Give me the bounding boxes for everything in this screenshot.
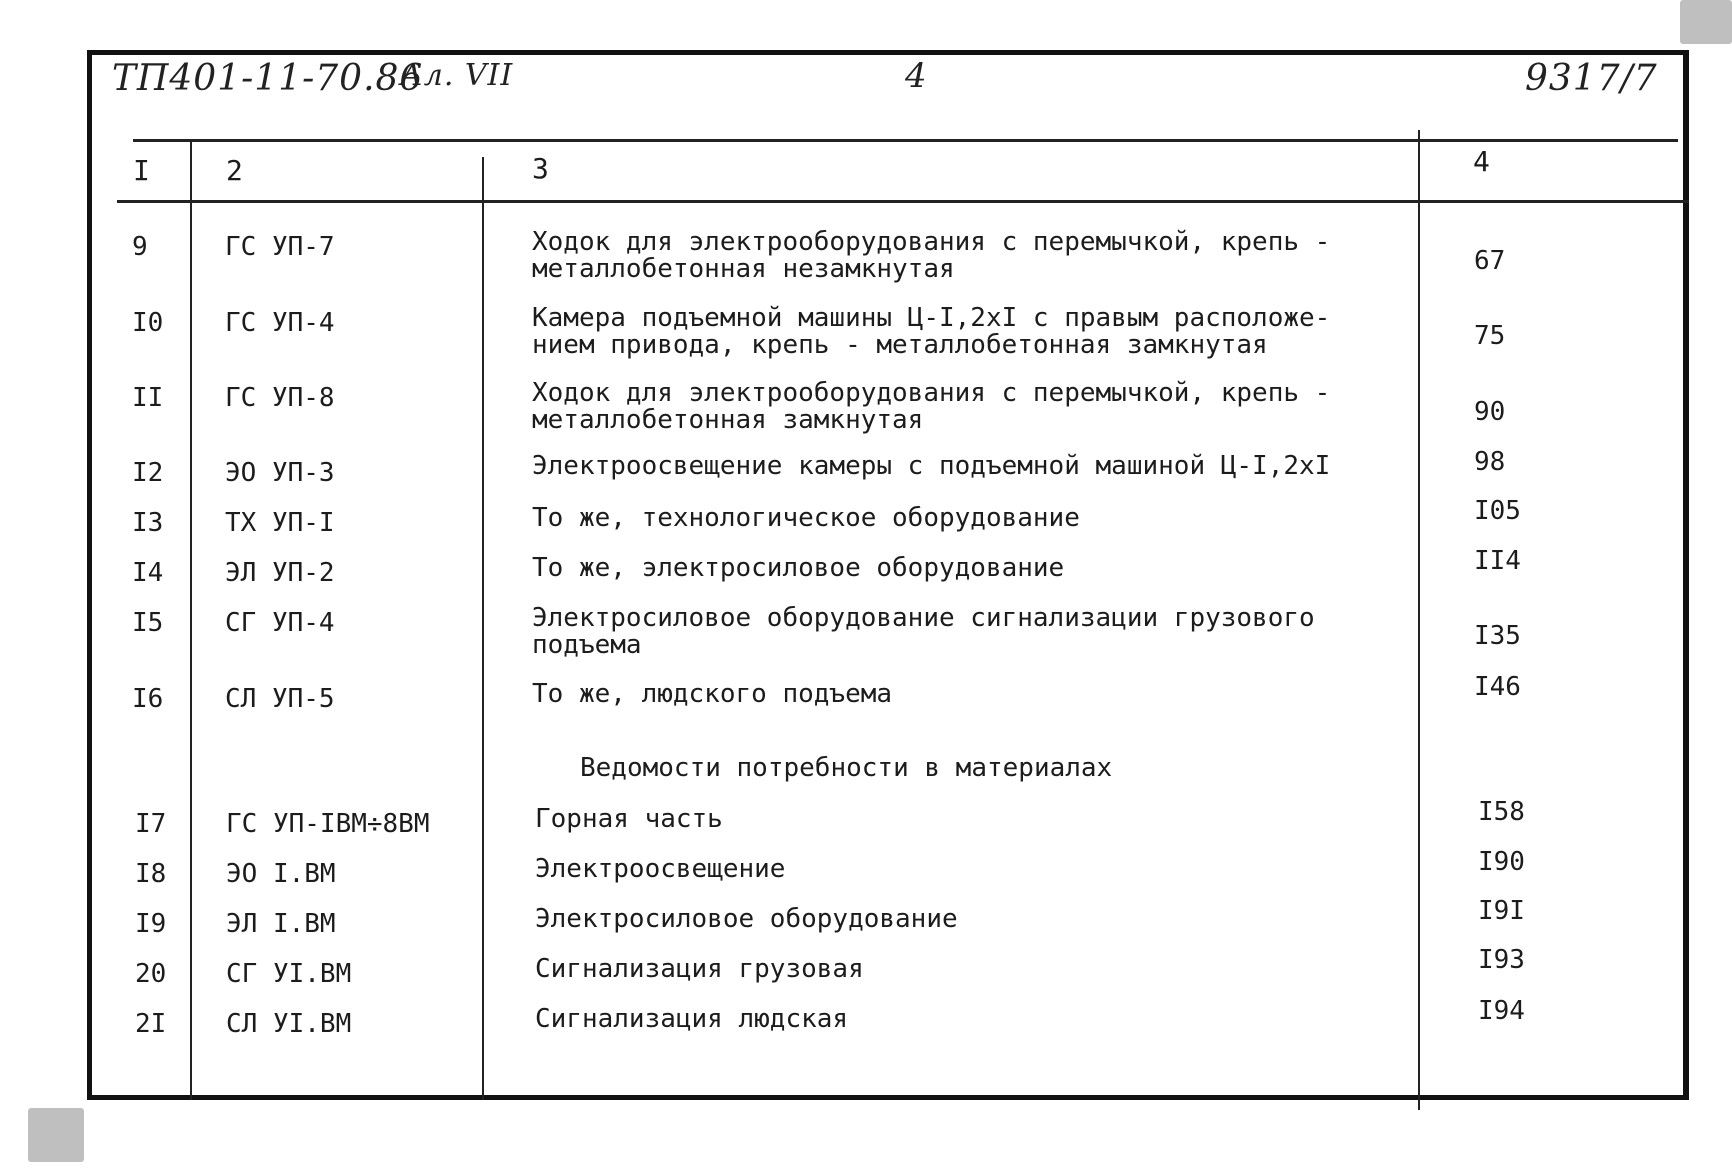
col-header-4: 4 (1473, 145, 1490, 178)
row-page: I46 (1474, 672, 1521, 702)
row-code: ГС УП-8 (225, 383, 335, 413)
row-title: Электроосвещение (535, 854, 786, 884)
section-title: Ведомости потребности в материалах (580, 753, 1113, 783)
row-title: То же, электросиловое оборудование (532, 553, 1065, 583)
row-code: ТХ УП-I (225, 508, 335, 538)
row-page: I94 (1478, 996, 1525, 1026)
scan-smudge-bottom-left (28, 1108, 84, 1162)
row-number: 2I (135, 1009, 167, 1039)
row-number: I4 (132, 558, 164, 588)
row-number: I8 (135, 859, 167, 889)
col-divider-1 (190, 139, 192, 1100)
row-code: ЭЛ УП-2 (225, 558, 335, 588)
row-page: I9I (1478, 896, 1525, 926)
row-page: I35 (1474, 621, 1521, 651)
row-code: ЭО I.ВМ (226, 859, 336, 889)
row-title: То же, технологическое оборудование (532, 503, 1080, 533)
document-number: 9317/7 (1525, 58, 1658, 99)
row-title: Электросиловое оборудование (535, 904, 958, 934)
row-code: ЭЛ I.ВМ (226, 909, 336, 939)
row-page: 98 (1474, 447, 1506, 477)
row-title: Сигнализация людская (535, 1004, 849, 1034)
row-number: 9 (132, 232, 148, 262)
row-page: 90 (1474, 397, 1506, 427)
row-number: I0 (132, 308, 164, 338)
row-code: ГС УП-4 (225, 308, 335, 338)
row-code: СГ УI.ВМ (226, 959, 352, 989)
document-code: ТП401-11-70.86 (112, 58, 424, 99)
row-number: I2 (132, 458, 164, 488)
sheet-mark: Ал. VII (400, 58, 514, 93)
row-page: 67 (1474, 246, 1506, 276)
row-title: Сигнализация грузовая (535, 954, 864, 984)
row-page: I93 (1478, 945, 1525, 975)
row-code: ЭО УП-3 (225, 458, 335, 488)
page-number: 4 (905, 56, 928, 96)
row-title: Ходок для электрооборудования с перемычкой, крепь - металлобетонная замкнутая (532, 378, 1331, 435)
col-divider-3 (1418, 130, 1420, 1110)
row-page: I90 (1478, 847, 1525, 877)
row-code: СЛ УI.ВМ (226, 1009, 352, 1039)
row-number: I5 (132, 608, 164, 638)
top-rule (133, 139, 1678, 142)
row-title: Электросиловое оборудование сигнализации грузового подъема (532, 603, 1315, 660)
row-code: СЛ УП-5 (225, 684, 335, 714)
col-header-1: I (133, 154, 150, 187)
col-header-2: 2 (226, 154, 243, 187)
row-number: I9 (135, 909, 167, 939)
row-title: Горная часть (535, 804, 723, 834)
row-title: Электроосвещение камеры с подъемной машиной Ц-I,2хI (532, 451, 1331, 481)
scan-smudge-top-right (1680, 0, 1732, 44)
row-number: I6 (132, 684, 164, 714)
row-title: Камера подъемной машины Ц-I,2хI с правым расположе-нием привода, крепь - металлобетонная замкнутая (532, 303, 1331, 360)
col-divider-2 (482, 157, 484, 1100)
header-rule (117, 200, 1689, 203)
row-page: I58 (1478, 797, 1525, 827)
row-page: II4 (1474, 546, 1521, 576)
row-title: Ходок для электрооборудования с перемычкой, крепь - металлобетонная незамкнутая (532, 227, 1331, 284)
row-number: I7 (135, 809, 167, 839)
row-number: I3 (132, 508, 164, 538)
row-code: ГС УП-IВМ÷8ВМ (226, 809, 430, 839)
col-header-3: 3 (532, 152, 549, 185)
row-title: То же, людского подъема (532, 679, 893, 709)
row-number: II (132, 383, 164, 413)
row-number: 20 (135, 959, 167, 989)
row-code: ГС УП-7 (225, 232, 335, 262)
row-code: СГ УП-4 (225, 608, 335, 638)
row-page: I05 (1474, 496, 1521, 526)
row-page: 75 (1474, 321, 1506, 351)
